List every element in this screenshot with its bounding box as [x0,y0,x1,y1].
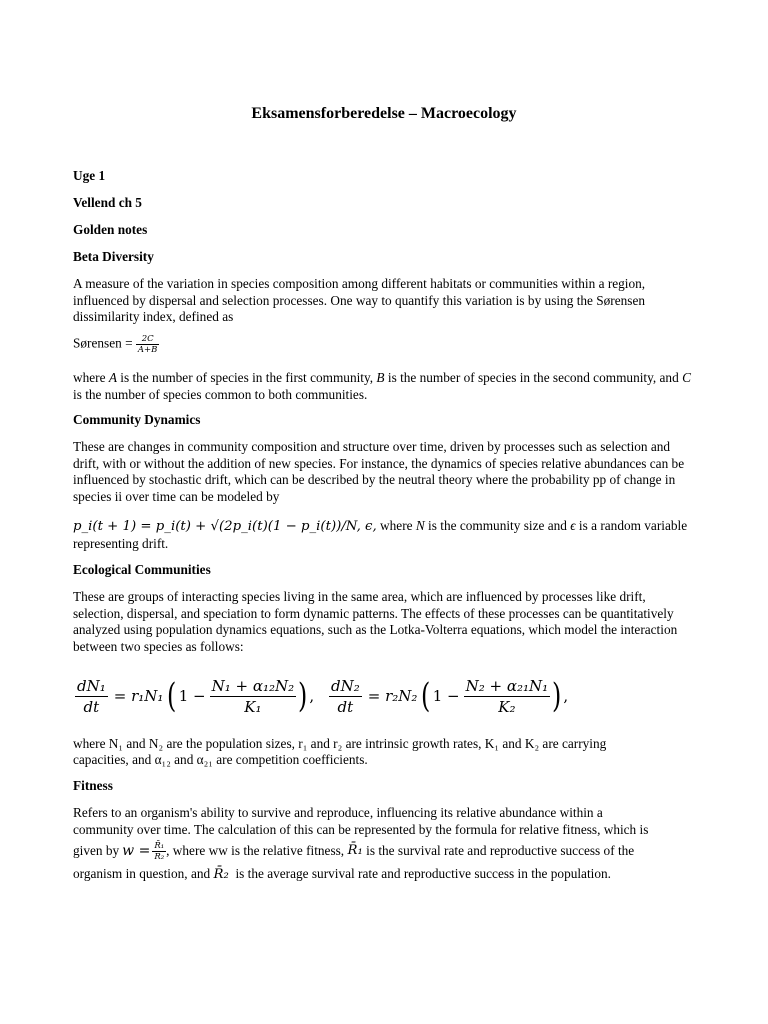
lv2-comma: , [563,686,569,705]
lv1-lhs-den: dt [83,697,100,716]
lv1-open-paren: ( [167,676,177,716]
var-b: B [376,370,385,385]
lv2-lhs [329,676,362,717]
lv2-den: K₂ [498,697,516,716]
lv2-lhs-den: dt [337,697,354,716]
fitness-r1: R̄₁ [347,842,363,858]
lv1-den: K₁ [244,697,262,716]
fitness-where-ww: , where ww is the relative fitness, [166,842,348,858]
lv2-mid: = r₂N₂ [367,686,418,705]
lv1-fraction [210,676,297,717]
fitness-line-3 [73,838,634,864]
var-n: N [415,518,425,533]
beta-paragraph [73,276,695,326]
lv1-mid: = r₁N₁ [113,686,164,705]
ecological-paragraph [73,589,695,655]
heading-beta-diversity: Beta Diversity [73,249,154,264]
lv2-num: N₂ + α₂₁N₁ [465,676,549,695]
fitness-average-text: is the average survival rate and reproductive success in the population. [228,866,611,881]
dynamics-paragraph [73,439,695,505]
fitness-line-2: community over time. The calculation of this can be represented by the formula for relative fitness, which is [73,822,649,837]
fitness-fraction [152,841,166,862]
lv-equation-1 [75,672,314,720]
heading-ecological-communities: Ecological Communities [73,562,211,577]
lv2-lhs-num: dN₂ [331,676,360,695]
drift-tail-2: is the community size and [424,518,571,533]
sorensen-label: Sørensen = [73,335,136,351]
sorensen-formula [73,334,159,355]
beta-where-part-4: is the number of species common to both communities. [73,386,368,402]
lv2-fraction [464,676,551,717]
beta-where-part-1: where [73,370,109,385]
lv-where-line-1: where N₁ and N₂ are the population sizes, r₁ and r₂ are intrinsic growth rates, K₁ and K₂ are carrying [73,736,607,751]
heading-notes: Golden notes [73,222,148,237]
lv-equation-2 [329,672,568,720]
fitness-given-by: given by [73,842,120,858]
lv2-one-minus: 1 − [432,686,460,705]
lv1-close-paren: ) [298,676,308,716]
fitness-organism-text: organism in question, and [73,866,214,881]
lv1-lhs [75,676,108,717]
fitness-survival-text: is the survival rate and reproductive success of the [362,842,635,858]
fitness-line-1: Refers to an organism's ability to survive and reproduce, influencing its relative abundance within a [73,805,603,820]
fitness-r2: R̄₂ [213,867,229,882]
lv1-lhs-num: dN₁ [77,676,106,695]
heading-fitness: Fitness [73,778,113,793]
lv-where-line-2: capacities, and α₁₂ and α₂₁ are competition coefficients. [73,752,368,767]
beta-where-part-2: is the number of species in the first community, [116,370,377,385]
drift-tail-1: where [376,518,416,533]
dynamics-text: These are changes in community composition and structure over time, driven by processes such as selection and drift, with or without the addition of new species. For instance, the dynamics of species relative abundances can be influenced by stochastic drift, which can be described by the neutral theory where the probability pp of change in species ii over time can be modeled by [73,439,685,504]
beta-text: A measure of the variation in species composition among different habitats or communities within a region, influenced by dispersal and selection processes. One way to quantify this variation is by using the Sørensen dissimilarity index, defined as [73,276,646,325]
drift-formula: p_i(t + 1) = p_i(t) + √(2p_i(t)(1 − p_i(t))/N, ϵ, [73,519,377,534]
fitness-fraction-den: R̄₂ [154,851,165,862]
ecological-text: These are groups of interacting species living in the same area, which are influenced by processes like drift, selection, dispersal, and speciation to form dynamic patterns. The effects of these processes can be quantitatively analyzed using population dynamics equations, such as the Lotka-Volterra equations, which model the interaction between two species as follows: [73,589,678,654]
lotka-volterra-equations [73,672,695,720]
lv2-open-paren: ( [421,676,431,716]
sorensen-fraction [136,334,160,355]
lv1-num: N₁ + α₁₂N₂ [211,676,295,695]
var-epsilon: ϵ [570,518,576,533]
heading-week: Uge 1 [73,168,106,183]
document-title: Eksamensforberedelse – Macroecology [251,105,517,122]
beta-where-part-3: is the number of species in the second community, and [384,370,683,385]
drift-formula-line [73,518,687,536]
sorensen-denominator: A+B [137,345,158,355]
beta-where-text [73,370,695,403]
fitness-line-4 [73,866,611,884]
heading-chapter: Vellend ch 5 [73,195,142,210]
beta-where-paragraph [73,370,695,403]
heading-community-dynamics: Community Dynamics [73,412,201,427]
var-c: C [682,370,691,385]
fitness-w-equals: w = [122,842,151,859]
drift-tail-3: is a random variable [575,518,688,533]
drift-tail-line-2: representing drift. [73,536,169,551]
fitness-fraction-num: R̄₁ [154,840,165,851]
sorensen-numerator: 2C [136,334,160,345]
lv1-one-minus: 1 − [178,686,206,705]
var-a: A [108,370,117,385]
lv1-comma: , [309,686,315,705]
lv2-close-paren: ) [552,676,562,716]
